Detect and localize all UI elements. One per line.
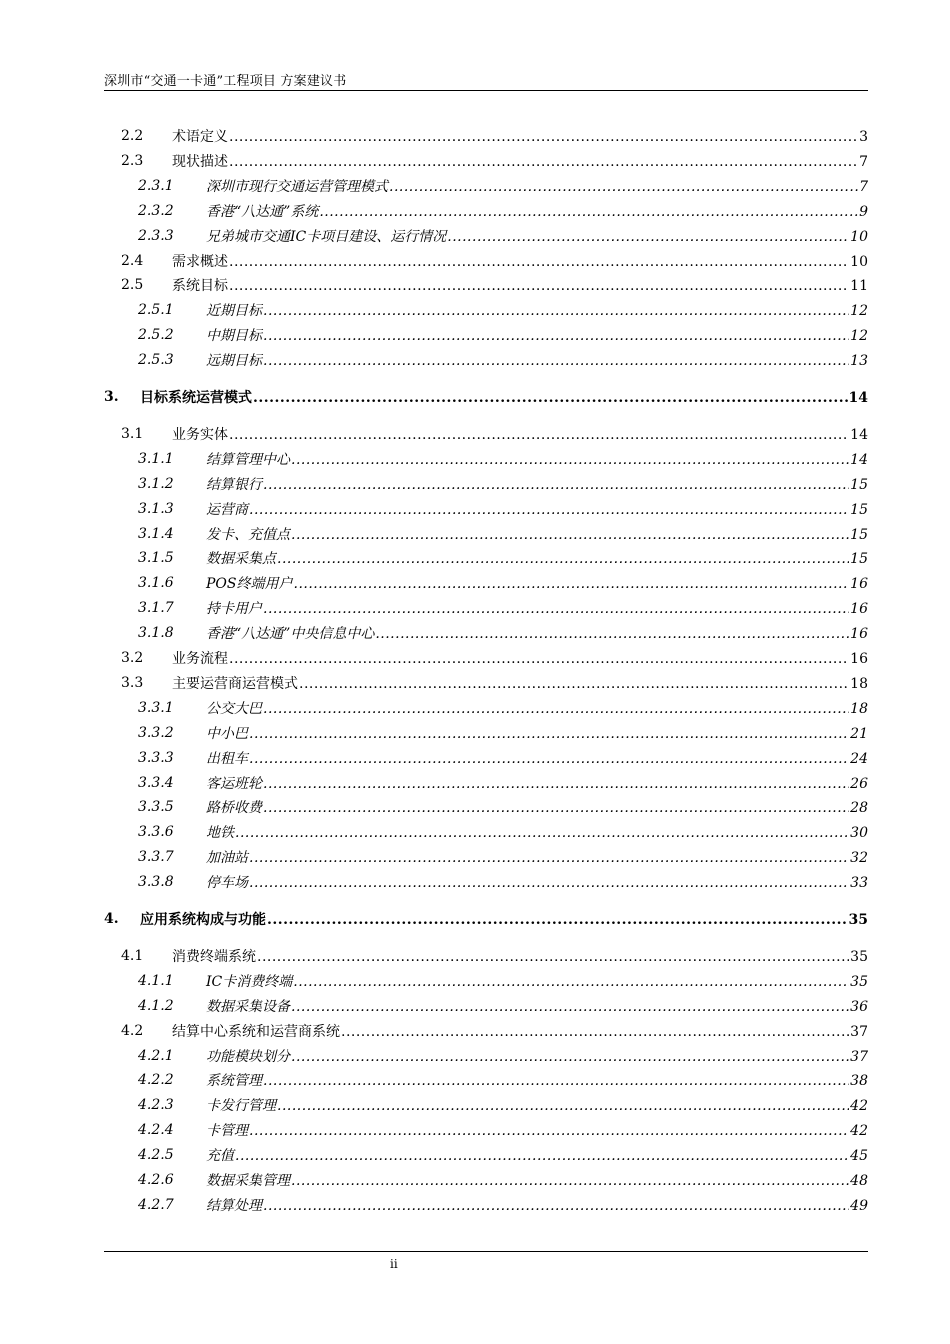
toc-entry[interactable] (0, 995, 950, 1017)
toc-entry-page: 13 (850, 353, 868, 370)
toc-entry-page: 16 (850, 626, 868, 643)
toc-entry-page: 15 (850, 551, 868, 568)
toc-entry[interactable] (0, 324, 950, 346)
toc-entry[interactable] (0, 821, 950, 843)
toc-entry-title: 数据采集设备 (206, 998, 290, 1015)
dot-leader (263, 328, 849, 345)
toc-entry-page: 12 (850, 303, 868, 320)
toc-entry[interactable] (0, 1119, 950, 1141)
toc-entry-page: 11 (850, 278, 868, 295)
toc-entry-number: 2.2 (121, 128, 144, 144)
dot-leader (277, 1098, 849, 1115)
toc-entry-page: 14 (848, 390, 868, 406)
dot-leader (229, 129, 858, 146)
toc-entry-page: 18 (850, 700, 868, 717)
toc-entry-page: 49 (850, 1197, 868, 1214)
toc-entry-page: 35 (850, 973, 868, 990)
toc-entry-title: 卡管理 (206, 1123, 248, 1140)
dot-leader (249, 875, 849, 892)
dot-leader (263, 477, 849, 494)
toc-entry-number: 4.2.4 (138, 1122, 174, 1139)
toc-entry[interactable] (0, 572, 950, 594)
toc-entry[interactable] (0, 498, 950, 520)
toc-entry-number: 4.2.6 (138, 1172, 174, 1188)
toc-entry-title: 系统目标 (172, 278, 228, 295)
toc-entry-number: 3.1.6 (138, 575, 174, 592)
toc-entry[interactable] (0, 386, 950, 408)
toc-entry-page: 14 (850, 426, 868, 443)
toc-entry[interactable] (0, 945, 950, 967)
toc-entry-number: 2.5.1 (138, 302, 174, 319)
toc-entry-title: POS终端用户 (206, 576, 293, 593)
dot-leader (263, 303, 849, 320)
toc-entry-title: 卡发行管理 (206, 1098, 276, 1115)
dot-leader (291, 999, 849, 1016)
dot-leader (447, 229, 849, 246)
toc-entry[interactable] (0, 1020, 950, 1042)
toc-entry[interactable] (0, 871, 950, 893)
dot-leader (319, 204, 858, 221)
toc-entry[interactable] (0, 672, 950, 694)
toc-entry-page: 24 (850, 750, 868, 767)
toc-entry-number: 4.2.5 (138, 1147, 174, 1164)
toc-entry-number: 4.1.2 (138, 997, 174, 1014)
dot-leader (263, 601, 849, 618)
toc-entry-page: 42 (850, 1123, 868, 1140)
toc-entry[interactable] (0, 970, 950, 992)
toc-entry[interactable] (0, 349, 950, 371)
toc-entry-title: 中小巴 (206, 725, 248, 742)
toc-entry-number: 2.3 (121, 152, 144, 169)
dot-leader (291, 527, 849, 544)
toc-entry-page: 15 (850, 526, 868, 543)
toc-entry-title: 目标系统运营模式 (140, 390, 252, 406)
toc-entry-number: 3.1.3 (138, 500, 174, 517)
toc-entry[interactable] (0, 1045, 950, 1067)
toc-entry-number: 3.3.2 (138, 724, 174, 741)
dot-leader (257, 949, 849, 966)
toc-entry-number: 4.2.2 (138, 1072, 174, 1089)
toc-entry-title: 中期目标 (206, 328, 262, 345)
toc-entry-page: 9 (859, 203, 868, 220)
dot-leader (291, 1173, 849, 1190)
toc-entry-title: 地铁 (206, 825, 234, 842)
toc-entry-title: 兄弟城市交通IC卡项目建设、运行情况 (206, 228, 447, 245)
toc-entry-number: 3.3.3 (138, 749, 174, 766)
dot-leader (263, 1073, 849, 1090)
toc-entry-title: 业务流程 (172, 651, 228, 667)
toc-entry[interactable] (0, 473, 950, 495)
toc-entry[interactable] (0, 547, 950, 569)
page-header-title: 深圳市“交通一卡通”工程项目 方案建议书 (104, 74, 347, 89)
toc-entry-page: 12 (850, 328, 868, 345)
toc-entry-title: 结算管理中心 (206, 451, 290, 468)
dot-leader (277, 551, 849, 568)
toc-entry-number: 4.2.1 (138, 1047, 174, 1064)
toc-entry-title: 数据采集点 (206, 551, 276, 568)
toc-entry-title: 加油站 (206, 850, 248, 867)
toc-entry-number: 2.5.2 (138, 327, 174, 344)
toc-entry-page: 28 (850, 800, 868, 817)
dot-leader (341, 1024, 849, 1041)
dot-leader (299, 676, 849, 693)
toc-entry-title: 术语定义 (172, 129, 228, 145)
toc-entry-page: 32 (850, 850, 868, 867)
dot-leader (229, 254, 849, 271)
toc-entry-title: 路桥收费 (206, 800, 262, 817)
toc-entry-number: 4. (104, 911, 119, 927)
toc-entry-title: 结算银行 (206, 476, 262, 493)
toc-entry-number: 3. (104, 389, 119, 405)
dot-leader (249, 726, 849, 743)
toc-entry[interactable] (0, 908, 950, 930)
toc-entry-title: 出租车 (206, 750, 248, 767)
toc-entry-number: 2.5.3 (138, 352, 174, 369)
toc-entry-number: 3.1.4 (138, 525, 174, 542)
toc-entry[interactable] (0, 523, 950, 545)
toc-entry-title: 运营商 (206, 501, 248, 518)
toc-entry[interactable] (0, 722, 950, 744)
dot-leader (249, 502, 849, 519)
toc-entry[interactable] (0, 1169, 950, 1191)
toc-entry-page: 42 (850, 1098, 868, 1115)
toc-entry-number: 3.3.6 (138, 824, 174, 841)
toc-entry[interactable] (0, 423, 950, 445)
dot-leader (375, 626, 849, 643)
toc-entry-number: 2.3.3 (138, 227, 174, 244)
toc-entry-number: 2.3.2 (138, 202, 174, 219)
toc-entry-title: 香港“八达通”中央信息中心 (206, 626, 375, 643)
toc-entry-number: 3.1.5 (138, 550, 174, 567)
toc-entry-title: 停车场 (206, 875, 248, 892)
toc-entry-title: 充值 (206, 1148, 234, 1165)
toc-entry[interactable] (0, 299, 950, 321)
toc-entry-page: 18 (850, 675, 868, 692)
toc-entry-number: 3.1.8 (138, 625, 174, 642)
toc-entry-page: 7 (859, 153, 868, 170)
toc-entry-number: 3.3.5 (138, 799, 174, 816)
toc-entry-title: 消费终端系统 (172, 948, 256, 965)
toc-entry-page: 14 (850, 451, 868, 468)
toc-entry-number: 4.1 (121, 947, 144, 964)
toc-entry-page: 48 (850, 1173, 868, 1189)
dot-leader (235, 825, 849, 842)
toc-entry-title: 近期目标 (206, 303, 262, 320)
toc-entry-page: 35 (850, 948, 868, 965)
dot-leader (263, 701, 849, 718)
toc-entry-title: 远期目标 (206, 353, 262, 370)
toc-entry-page: 10 (850, 253, 868, 270)
toc-entry-title: 系统管理 (206, 1073, 262, 1090)
dot-leader (263, 1198, 849, 1215)
toc-entry-page: 3 (859, 129, 868, 145)
toc-entry-page: 15 (850, 501, 868, 518)
toc-entry-title: 应用系统构成与功能 (140, 912, 266, 928)
dot-leader (249, 1123, 849, 1140)
toc-entry[interactable] (0, 622, 950, 644)
dot-leader (293, 974, 849, 991)
dot-leader (229, 651, 849, 668)
toc-entry[interactable] (0, 647, 950, 669)
toc-entry[interactable] (0, 200, 950, 222)
toc-entry-title: 功能模块划分 (206, 1048, 290, 1065)
toc-entry-page: 16 (850, 576, 868, 593)
dot-leader (291, 1049, 849, 1066)
toc-entry[interactable] (0, 225, 950, 247)
toc-entry-number: 3.3.7 (138, 849, 174, 866)
toc-entry-number: 4.2 (121, 1022, 144, 1039)
dot-leader (263, 800, 849, 817)
toc-entry-page: 10 (850, 228, 868, 245)
toc-entry-page: 21 (850, 725, 868, 742)
toc-entry-page: 30 (850, 825, 868, 842)
toc-entry-title: IC卡消费终端 (206, 973, 293, 990)
dot-leader (291, 452, 849, 469)
toc-entry[interactable] (0, 1194, 950, 1216)
toc-entry-page: 16 (850, 601, 868, 618)
toc-entry[interactable] (0, 1094, 950, 1116)
toc-entry[interactable] (0, 125, 950, 147)
toc-entry-number: 2.5 (121, 277, 144, 294)
toc-entry-number: 3.1 (121, 425, 144, 442)
dot-leader (263, 776, 849, 793)
toc-entry-title: 持卡用户 (206, 601, 262, 618)
toc-entry-title: 现状描述 (172, 153, 228, 170)
dot-leader (229, 154, 858, 171)
dot-leader (235, 1148, 849, 1165)
toc-entry[interactable] (0, 772, 950, 794)
toc-entry-number: 4.2.3 (138, 1097, 174, 1114)
toc-entry-title: 主要运营商运营模式 (172, 675, 298, 692)
footer-divider (104, 1251, 868, 1252)
toc-entry-page: 16 (850, 651, 868, 667)
toc-entry[interactable] (0, 846, 950, 868)
toc-entry-number: 3.3.1 (138, 699, 174, 716)
toc-entry[interactable] (0, 796, 950, 818)
toc-entry-page: 36 (850, 998, 868, 1015)
dot-leader (263, 353, 849, 370)
toc-entry-page: 33 (850, 875, 868, 892)
toc-entry-number: 4.2.7 (138, 1196, 174, 1213)
toc-entry[interactable] (0, 597, 950, 619)
toc-entry-page: 26 (850, 775, 868, 792)
toc-entry-title: 需求概述 (172, 253, 228, 270)
toc-entry-title: 结算中心系统和运营商系统 (172, 1023, 340, 1040)
toc-entry-page: 38 (850, 1073, 868, 1090)
toc-entry-number: 3.3.8 (138, 874, 174, 891)
toc-entry[interactable] (0, 150, 950, 172)
toc-entry[interactable] (0, 697, 950, 719)
toc-entry-number: 3.2 (121, 650, 144, 666)
toc-entry-title: 公交大巴 (206, 700, 262, 717)
dot-leader (229, 427, 849, 444)
toc-entry-title: 客运班轮 (206, 775, 262, 792)
toc-entry-number: 2.3.1 (138, 177, 174, 194)
toc-entry-page: 15 (850, 476, 868, 493)
toc-entry[interactable] (0, 747, 950, 769)
dot-leader (249, 751, 849, 768)
toc-entry-number: 3.3 (121, 674, 144, 691)
toc-entry-title: 结算处理 (206, 1197, 262, 1214)
toc-entry[interactable] (0, 1144, 950, 1166)
toc-entry[interactable] (0, 175, 950, 197)
dot-leader (249, 850, 849, 867)
dot-leader (253, 390, 848, 407)
toc-entry-number: 3.3.4 (138, 774, 174, 791)
toc-entry-title: 发卡、充值点 (206, 526, 290, 543)
toc-entry-number: 3.1.7 (138, 600, 174, 617)
dot-leader (389, 179, 858, 196)
toc-entry-title: 数据采集管理 (206, 1173, 290, 1189)
toc-entry-page: 37 (850, 1048, 868, 1065)
toc-entry-number: 4.1.1 (138, 972, 174, 989)
header-divider (104, 90, 868, 91)
dot-leader (294, 576, 850, 593)
toc-entry-title: 香港“八达通”系统 (206, 203, 319, 220)
toc-entry-page: 7 (859, 178, 868, 195)
toc-entry-page: 45 (850, 1148, 868, 1165)
toc-entry-page: 35 (848, 912, 868, 928)
toc-entry-number: 2.4 (121, 252, 144, 269)
footer-page-number: ii (390, 1257, 398, 1271)
toc-entry[interactable] (0, 274, 950, 296)
toc-entry-number: 3.1.1 (138, 450, 174, 467)
toc-entry-page: 37 (850, 1023, 868, 1040)
dot-leader (229, 278, 849, 295)
toc-entry-title: 业务实体 (172, 426, 228, 443)
toc-entry[interactable] (0, 448, 950, 470)
toc-entry[interactable] (0, 1069, 950, 1091)
dot-leader (267, 912, 848, 929)
toc-entry-title: 深圳市现行交通运营管理模式 (206, 178, 388, 195)
toc-entry-number: 3.1.2 (138, 475, 174, 492)
toc-entry[interactable] (0, 250, 950, 272)
